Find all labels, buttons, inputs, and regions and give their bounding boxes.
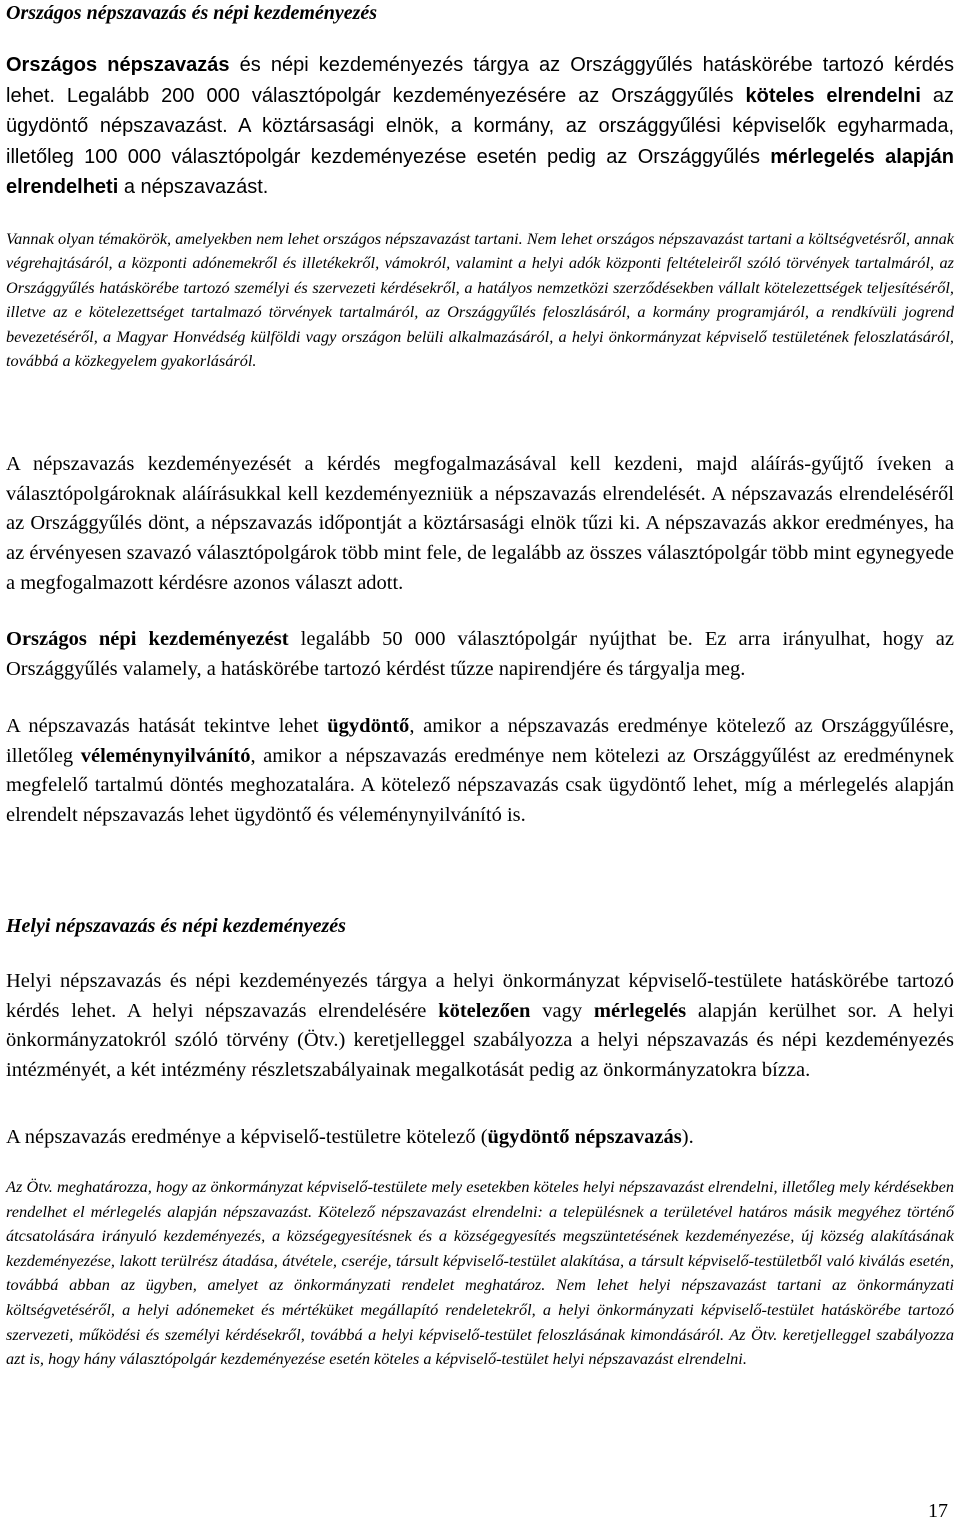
- bold-text: ügydöntő: [327, 715, 410, 737]
- paragraph-excluded-topics: Vannak olyan témakörök, amelyekben nem lehet országos népszavazást tartani. Nem lehet országos népszavazást tartani a költségvetésről, annak végrehajtásáról, a központi adónemekről és illetékekről, vámokról, valamint a helyi adók központi feltételeiről szóló törvények tartalmáról, az Országgyűlés hatáskörébe tartozó személyi és szervezeti kérdésekről, a hatályos nemzetközi szerződésekben vállalt kötelezettségek teljesítéséről, illetve az e kötelezettséget tartalmazó törvények tartalmáról, az Országgyűlés feloszlásáról, a kormány programjáról, a rendkívüli jogrend bevezetéséről, a Magyar Honvédség külföldi vagy országon belüli alkalmazásáról, a helyi önkormányzat képviselő testületének feloszlatásáról, továbbá a közkegyelem gyakorlásáról.: [6, 229, 954, 371]
- bold-text: mérlegelés alapján elrendelheti: [6, 145, 955, 198]
- text-span: A népszavazás eredménye a képviselő-testületre kötelező (: [6, 1126, 488, 1148]
- paragraph-initiation-process: A népszavazás kezdeményezését a kérdés megfogalmazásával kell kezdeni, majd aláírás-gyűjtő íveken a választópolgároknak aláírásukkal kell kezdeményezniük a népszavazás elrendelését. A népszavazás elrendeléséről az Országgyűlés dönt, a népszavazás időpontját a köztársasági elnök tűzi ki. A népszavazás akkor eredményes, ha az érvényesen szavazó választópolgárok több mint fele, de legalább az összes választópolgár több mint egynegyede a megfogalmazott kérdésre azonos választ adott.: [6, 453, 954, 594]
- bold-text: köteles elrendelni: [745, 84, 921, 107]
- section-heading-local: Helyi népszavazás és népi kezdeményezés: [6, 915, 346, 937]
- text-span: és népi kezdeményezés tárgya az Országgyűlés hatáskörébe tartozó kérdés lehet. Legalább 200 000 választópolgár kezdeményezésére az Országgyűlés: [6, 54, 954, 107]
- text-span: az ügydöntő népszavazást. A köztársasági elnök, a kormány, az országgyűlési képviselők egyharmada, illetőleg 100 000 választópolgár kezdeményezése esetén pedig az Országgyűlés: [6, 84, 954, 168]
- text-span: , amikor a népszavazás eredménye kötelező az Országgyűlésre, illetőleg: [6, 715, 954, 767]
- text-span: alapján kerülhet sor. A helyi önkormányzatokról szóló törvény (Ötv.) keretjelleggel szabályozza a helyi népszavazás és népi kezdeményezés intézményét, a két intézmény részletszabályainak megalkotását pedig az önkormányzatokra bízza.: [6, 999, 954, 1082]
- text-span: Helyi népszavazás és népi kezdeményezés tárgya a helyi önkormányzat képviselő-testülete hatáskörébe tartozó kérdés lehet. A helyi népszavazás elrendelésére: [6, 970, 954, 1022]
- text-span: , amikor a népszavazás eredménye nem kötelezi az Országgyűlést az eredménynek megfelelő tartalmú döntés meghozatalára. A kötelező népszavazás csak ügydöntő lehet, míg a mérlegelés alapján elrendelt népszavazás lehet ügydöntő és véleménynyilvánító is.: [6, 744, 954, 827]
- paragraph-local-intro: [6, 967, 954, 1086]
- paragraph-local-result: [6, 1123, 954, 1153]
- bold-text: mérlegelés: [593, 999, 687, 1022]
- bold-text: ügydöntő népszavazás: [487, 1126, 682, 1148]
- paragraph-referendum-effect: [6, 712, 954, 831]
- text-span: A népszavazás hatását tekintve lehet: [6, 715, 328, 737]
- section-heading-national: Országos népszavazás és népi kezdeményezés: [6, 2, 378, 24]
- paragraph-national-intro: [6, 50, 954, 203]
- text-span: ).: [681, 1126, 694, 1148]
- bold-text: Országos népi kezdeményezést: [6, 628, 289, 650]
- text-span: legalább 50 000 választópolgár nyújthat be. Ez arra irányulhat, hogy az Országgyűlés valamely, a hatáskörébe tartozó kérdést tűzze napirendjére és tárgyalja meg.: [6, 628, 954, 680]
- text-span: vagy: [530, 999, 594, 1022]
- text-span: a népszavazást.: [118, 176, 269, 198]
- bold-text: véleménynyilvánító: [80, 744, 251, 767]
- bold-text: Országos népszavazás: [6, 54, 230, 76]
- paragraph-popular-initiative: [6, 625, 954, 684]
- bold-text: kötelezően: [438, 999, 531, 1022]
- page-number: 17: [928, 1500, 948, 1522]
- paragraph-local-details: Az Ötv. meghatározza, hogy az önkormányzat képviselő-testülete mely esetekben köteles helyi népszavazást elrendelni, illetőleg mely kérdésekben rendelhet el mérlegelés alapján népszavazást. Kötelező népszavazást elrendelni: a településnek a területével határos másik megyéhez történő átcsatolására irányuló kezdeményezés, a községegyesítésnek és a községegyesítés megszüntetésének kezdeményezése, új község alakításának kezdeményezése, lakott terülrész átadása, átvétele, cseréje, társult képviselő-testület alakítása, a társult képviselő-testületből való kiválás esetén, továbbá abban az ügyben, amelyet az önkormányzati rendelet meghatároz. Nem lehet helyi népszavazást tartani az önkormányzati költségvetéséről, a helyi adónemeket és mértéküket megállapító rendeletekről, a helyi önkormányzati képviselő-testület hatáskörébe tartozó szervezeti, működési és személyi kérdésekről, továbbá a helyi képviselő-testület feloszlásának kimondásáról. Az Ötv. keretjelleggel szabályozza azt is, hogy hány választópolgár kezdeményezése esetén köteles a képviselő-testület helyi népszavazást elrendelni.: [6, 1177, 954, 1369]
